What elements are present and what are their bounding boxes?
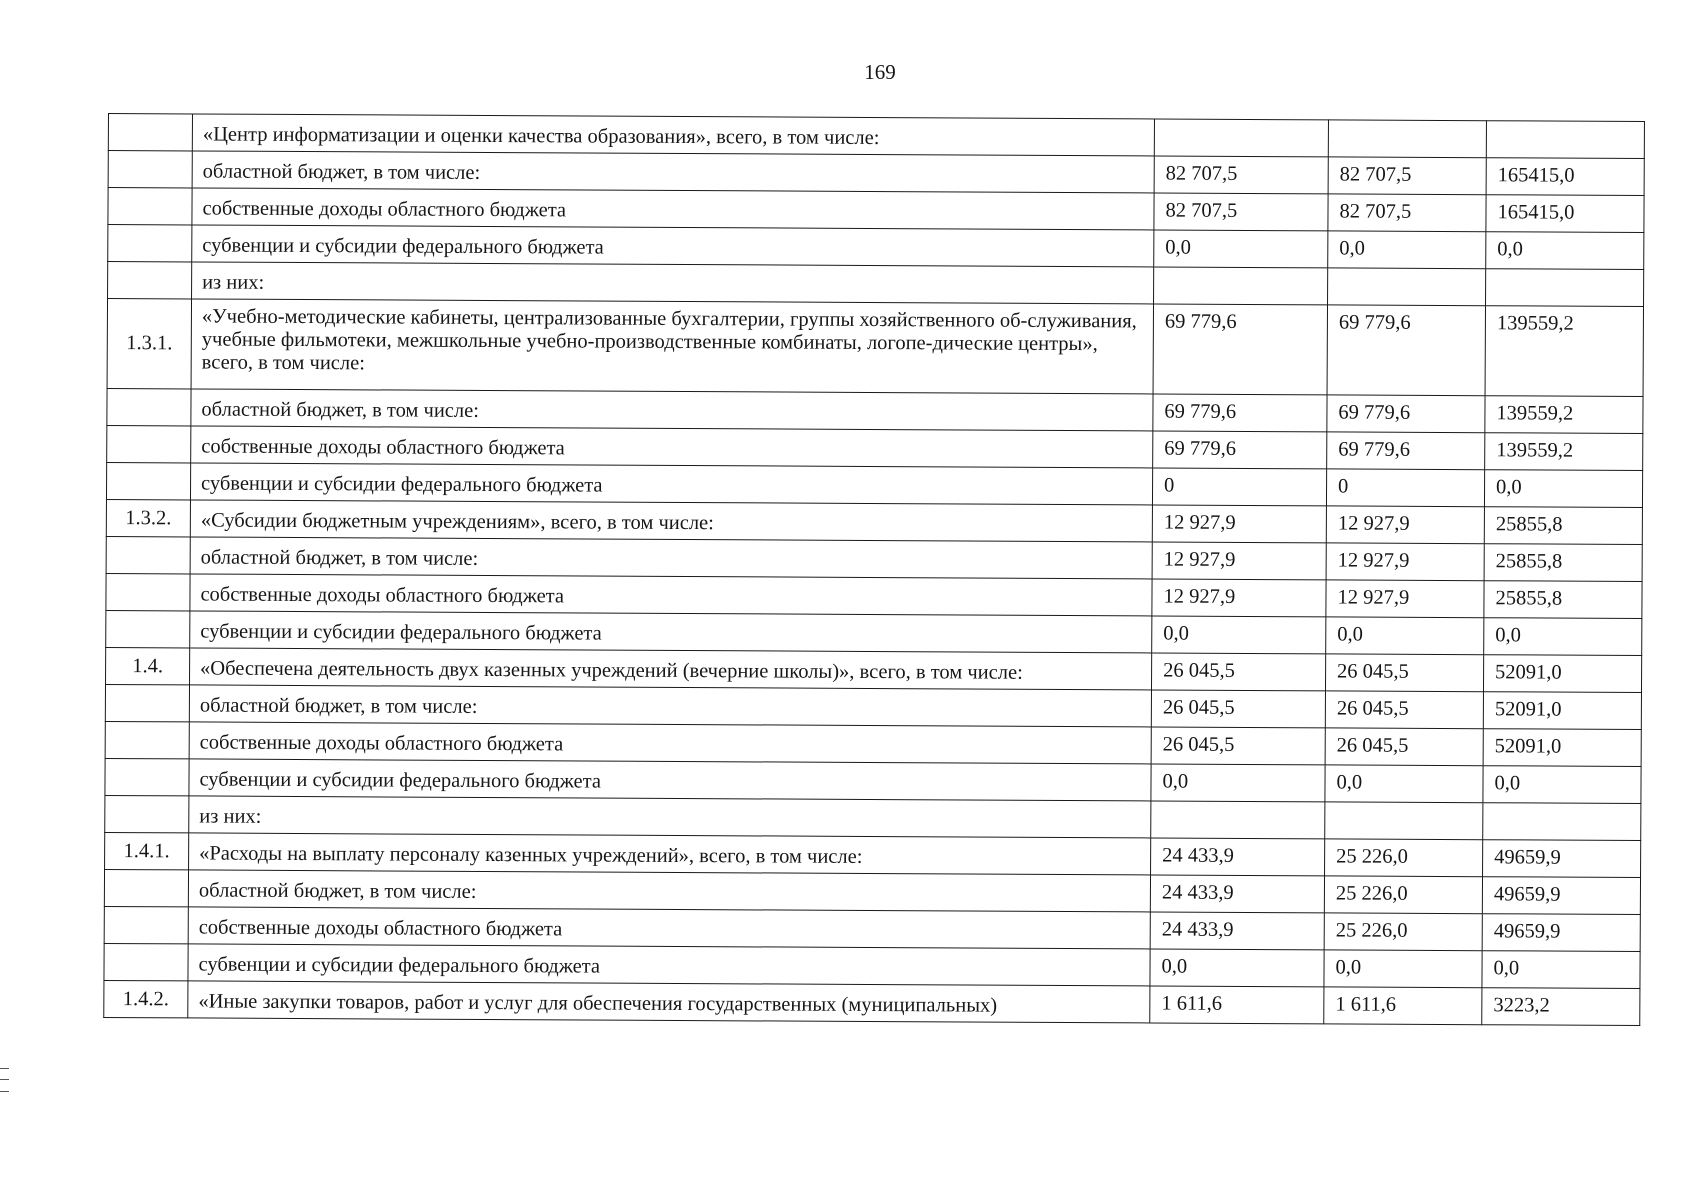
row-number-cell xyxy=(106,573,190,610)
value-year1-cell: 82 707,5 xyxy=(1154,193,1328,231)
value-total-cell: 165415,0 xyxy=(1486,195,1644,233)
value-year1-cell: 24 433,9 xyxy=(1150,875,1324,913)
row-number-cell xyxy=(108,151,192,188)
value-year2-cell: 69 779,6 xyxy=(1327,432,1485,470)
value-year1-cell: 0,0 xyxy=(1152,616,1326,654)
row-number-cell: 1.3.1. xyxy=(107,299,191,389)
row-number-cell xyxy=(107,425,191,462)
value-total-cell: 165415,0 xyxy=(1486,158,1644,196)
description-cell: из них: xyxy=(192,262,1154,304)
value-year2-cell xyxy=(1325,802,1483,840)
row-number-cell xyxy=(105,721,189,758)
description-cell: «Расходы на выплату персоналу казенных учреждений», всего, в том числе: xyxy=(189,833,1151,875)
description-cell: субвенции и субсидии федерального бюджета xyxy=(188,944,1150,986)
value-total-cell: 49659,9 xyxy=(1483,840,1641,878)
value-total-cell xyxy=(1483,803,1641,841)
value-year1-cell xyxy=(1154,267,1328,305)
row-number-cell xyxy=(106,610,190,647)
row-number-cell xyxy=(106,462,190,499)
row-number-cell xyxy=(104,869,188,906)
scan-edge-mark xyxy=(0,1068,9,1092)
row-number-cell xyxy=(108,188,192,225)
value-year1-cell: 24 433,9 xyxy=(1150,912,1324,950)
value-year2-cell: 82 707,5 xyxy=(1328,194,1486,232)
value-total-cell xyxy=(1486,121,1644,159)
value-year1-cell: 0,0 xyxy=(1151,764,1325,802)
value-year2-cell: 12 927,9 xyxy=(1326,580,1484,618)
value-year1-cell: 69 779,6 xyxy=(1153,431,1327,469)
table-row xyxy=(107,299,1643,397)
description-cell: «Обеспечена деятельность двух казенных учреждений (вечерние школы)», всего, в том числе: xyxy=(190,648,1152,690)
value-year2-cell: 12 927,9 xyxy=(1326,506,1484,544)
value-year2-cell: 25 226,0 xyxy=(1324,913,1482,951)
description-cell: собственные доходы областного бюджета xyxy=(192,188,1154,230)
description-cell: субвенции и субсидии федерального бюджета xyxy=(192,225,1154,267)
page-number: 169 xyxy=(864,60,896,84)
row-number-cell xyxy=(104,906,188,943)
value-total-cell: 49659,9 xyxy=(1482,914,1640,952)
row-number-cell xyxy=(104,943,188,980)
value-year1-cell: 69 779,6 xyxy=(1153,394,1327,432)
row-number-cell xyxy=(108,262,192,299)
row-number-cell: 1.3.2. xyxy=(106,499,190,536)
value-year1-cell: 12 927,9 xyxy=(1152,579,1326,617)
value-year1-cell: 12 927,9 xyxy=(1152,542,1326,580)
description-cell: субвенции и субсидии федерального бюджета xyxy=(189,759,1151,801)
row-number-cell xyxy=(106,536,190,573)
value-year2-cell: 69 779,6 xyxy=(1327,305,1485,396)
value-year1-cell: 26 045,5 xyxy=(1151,727,1325,765)
value-year2-cell: 12 927,9 xyxy=(1326,543,1484,581)
row-number-cell xyxy=(105,758,189,795)
budget-table xyxy=(103,113,1645,1026)
value-total-cell: 52091,0 xyxy=(1483,692,1641,730)
value-total-cell xyxy=(1486,269,1644,307)
row-number-cell xyxy=(108,114,192,151)
value-year1-cell: 26 045,5 xyxy=(1151,653,1325,691)
description-cell: субвенции и субсидии федерального бюджета xyxy=(190,463,1152,505)
value-total-cell: 0,0 xyxy=(1482,951,1640,989)
value-year2-cell: 0 xyxy=(1326,469,1484,507)
description-cell: областной бюджет, в том числе: xyxy=(191,389,1153,431)
description-cell: областной бюджет, в том числе: xyxy=(190,537,1152,579)
description-cell: областной бюджет, в том числе: xyxy=(189,685,1151,727)
value-total-cell: 0,0 xyxy=(1484,618,1642,656)
budget-table-body xyxy=(104,114,1645,1026)
value-total-cell: 0,0 xyxy=(1484,470,1642,508)
value-year2-cell: 0,0 xyxy=(1326,617,1484,655)
value-year2-cell: 69 779,6 xyxy=(1327,395,1485,433)
value-year2-cell: 26 045,5 xyxy=(1325,691,1483,729)
value-total-cell: 49659,9 xyxy=(1482,877,1640,915)
value-year1-cell: 0,0 xyxy=(1154,230,1328,268)
value-total-cell: 52091,0 xyxy=(1483,655,1641,693)
value-year2-cell: 0,0 xyxy=(1324,950,1482,988)
row-number-cell: 1.4.1. xyxy=(105,832,189,869)
value-total-cell: 25855,8 xyxy=(1484,581,1642,619)
budget-table-wrapper xyxy=(103,113,1644,1026)
row-number-cell xyxy=(105,795,189,832)
value-year1-cell: 82 707,5 xyxy=(1154,156,1328,194)
description-cell: субвенции и субсидии федерального бюджета xyxy=(190,611,1152,653)
row-number-cell xyxy=(108,225,192,262)
description-cell: собственные доходы областного бюджета xyxy=(191,426,1153,468)
description-cell: «Учебно-методические кабинеты, централизованные бухгалтерии, группы хозяйственного об-служивания, учебные фильмотеки, межшкольные учебно-производственные комбинаты, логопе-дические центры», всего, в том числе: xyxy=(191,299,1153,394)
row-number-cell: 1.4.2. xyxy=(104,980,188,1017)
table-row xyxy=(104,980,1640,1025)
row-number-cell xyxy=(105,684,189,721)
value-year1-cell: 26 045,5 xyxy=(1151,690,1325,728)
value-total-cell: 0,0 xyxy=(1483,766,1641,804)
value-total-cell: 139559,2 xyxy=(1485,433,1643,471)
value-year2-cell: 1 611,6 xyxy=(1324,987,1482,1025)
value-year1-cell: 1 611,6 xyxy=(1150,986,1324,1024)
description-cell: собственные доходы областного бюджета xyxy=(190,574,1152,616)
value-year2-cell: 0,0 xyxy=(1325,765,1483,803)
value-year2-cell: 25 226,0 xyxy=(1325,839,1483,877)
row-number-cell: 1.4. xyxy=(106,647,190,684)
value-year1-cell: 69 779,6 xyxy=(1153,304,1327,395)
value-year1-cell: 12 927,9 xyxy=(1152,505,1326,543)
value-total-cell: 139559,2 xyxy=(1485,306,1643,397)
value-year2-cell: 82 707,5 xyxy=(1328,157,1486,195)
value-year2-cell xyxy=(1328,268,1486,306)
value-year2-cell: 25 226,0 xyxy=(1324,876,1482,914)
value-year1-cell: 0,0 xyxy=(1150,949,1324,987)
value-total-cell: 139559,2 xyxy=(1485,396,1643,434)
value-total-cell: 0,0 xyxy=(1486,232,1644,270)
value-total-cell: 52091,0 xyxy=(1483,729,1641,767)
description-cell: собственные доходы областного бюджета xyxy=(189,722,1151,764)
description-cell: областной бюджет, в том числе: xyxy=(188,870,1150,912)
description-cell: «Иные закупки товаров, работ и услуг для обеспечения государственных (муниципальных) xyxy=(188,981,1150,1023)
description-cell: областной бюджет, в том числе: xyxy=(192,151,1154,193)
row-number-cell xyxy=(107,388,191,425)
value-year2-cell: 26 045,5 xyxy=(1325,654,1483,692)
value-year1-cell: 0 xyxy=(1152,468,1326,506)
value-year1-cell xyxy=(1151,801,1325,839)
value-total-cell: 3223,2 xyxy=(1482,988,1640,1026)
value-year1-cell xyxy=(1154,119,1328,157)
description-cell: собственные доходы областного бюджета xyxy=(188,907,1150,949)
value-total-cell: 25855,8 xyxy=(1484,544,1642,582)
description-cell: «Центр информатизации и оценки качества образования», всего, в том числе: xyxy=(192,114,1154,156)
value-year2-cell: 0,0 xyxy=(1328,231,1486,269)
value-year2-cell: 26 045,5 xyxy=(1325,728,1483,766)
value-year1-cell: 24 433,9 xyxy=(1151,838,1325,876)
description-cell: из них: xyxy=(189,796,1151,838)
value-year2-cell xyxy=(1328,120,1486,158)
description-cell: «Субсидии бюджетным учреждениям», всего, в том числе: xyxy=(190,500,1152,542)
value-total-cell: 25855,8 xyxy=(1484,507,1642,545)
